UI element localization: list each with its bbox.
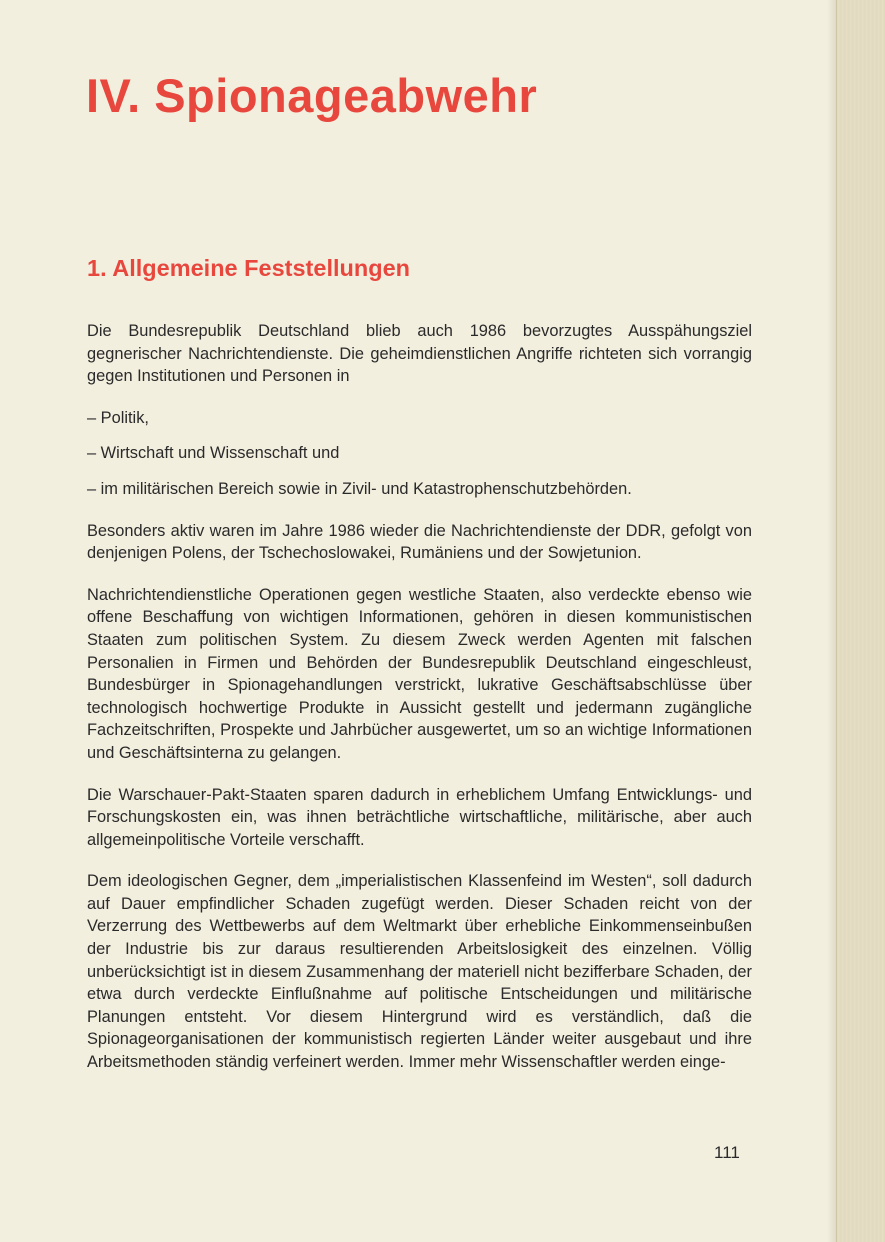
body-text bbox=[87, 320, 752, 1093]
intro-paragraph: Die Bundesrepublik Deutschland blieb auch 1986 bevorzugtes Ausspähungsziel gegnerischer Nachrichtendienste. Die geheimdienstlichen Angriffe richteten sich vorrangig gegen Institutionen und Personen in bbox=[87, 322, 752, 386]
paragraph-warschauer-pakt: Die Warschauer-Pakt-Staaten sparen dadurch in erheblichem Umfang Entwicklungs- und Forschungskosten ein, was ihnen beträchtliche wirtschaftliche, militärische, aber auch allgemeinpolitische Vorteile verschafft. bbox=[87, 785, 752, 849]
paragraph-operationen: Nachrichtendienstliche Operationen gegen westliche Staaten, also verdeckte ebenso wie offene Beschaffung von wichtigen Informationen, gehören in diesen kommunistischen Staaten zum politischen System. Zu diesem Zweck werden Agenten mit falschen Personalien in Firmen und Behörden der Bundesrepublik Deutschland eingeschleust, Bundesbürger in Spionagehandlungen verstrickt, lukrative Geschäftsabschlüsse über technologisch hochwertige Produkte in Aussicht gestellt und jedermann zugängliche Fachzeitschriften, Prospekte und Jahrbücher ausgewertet, um so an wichtige Informationen und Geschäftsinterna zu gelangen. bbox=[87, 585, 752, 762]
list-item-politik: – Politik, bbox=[87, 408, 149, 427]
section-title: 1. Allgemeine Feststellungen bbox=[87, 255, 410, 281]
page-number: 111 bbox=[714, 1143, 740, 1162]
list-item-wirtschaft: – Wirtschaft und Wissenschaft und bbox=[87, 444, 340, 463]
page-edge-stack bbox=[836, 0, 885, 1242]
paragraph-gegner: Dem ideologischen Gegner, dem „imperialistischen Klassenfeind im Westen“, soll dadurch auf Dauer empfindlicher Schaden zugefügt werden. Dieser Schaden reicht von der Verzerrung des Wettbewerbs auf dem Weltmarkt über erhebliche Einkommenseinbußen der Industrie bis zur daraus resultierenden Arbeitslosigkeit des einzelnen. Völlig unberücksichtigt ist in diesem Zusammenhang der materiell nicht bezifferbare Schaden, der etwa durch verdeckte Einflußnahme auf politische Entscheidungen und militärische Planungen entsteht. Vor diesem Hintergrund wird es verständlich, daß die Spionageorganisationen der kommunistisch regierten Länder weiter ausgebaut und ihre Arbeitsmethoden ständig verfeinert werden. Immer mehr Wissenschaftler werden einge- bbox=[87, 872, 752, 1072]
list-item-militaer: – im militärischen Bereich sowie in Zivil- und Katastrophenschutzbehörden. bbox=[87, 479, 632, 498]
chapter-title: IV. Spionageabwehr bbox=[86, 69, 538, 122]
paragraph-ddr: Besonders aktiv waren im Jahre 1986 wieder die Nachrichtendienste der DDR, gefolgt von denjenigen Polens, der Tschechoslowakei, Rumäniens und der Sowjetunion. bbox=[87, 521, 752, 563]
